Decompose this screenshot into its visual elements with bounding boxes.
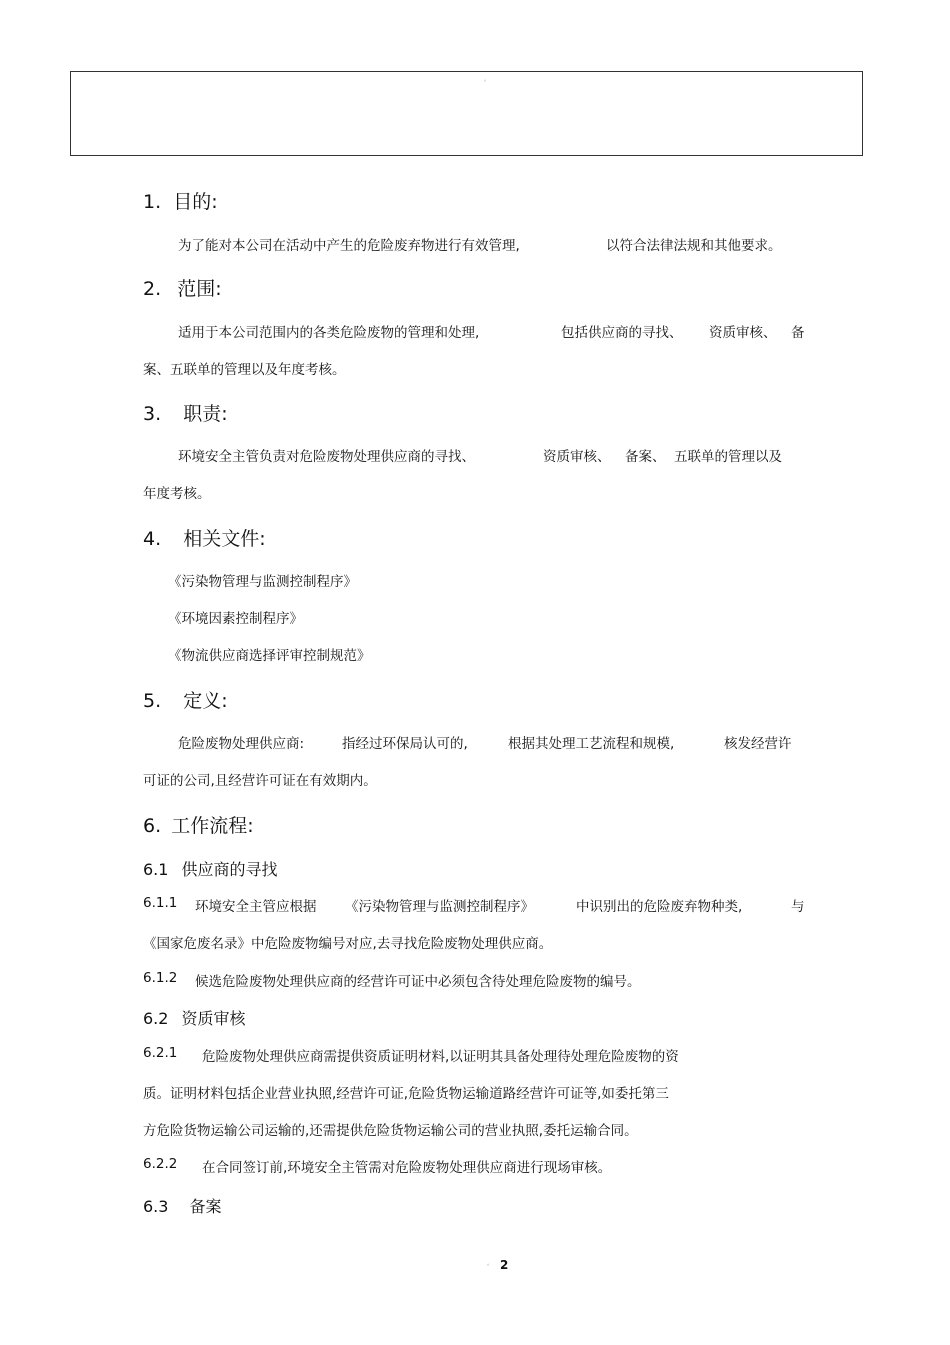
section-6-number: 6. (143, 815, 162, 837)
section-5-line-1b: 指经过环保局认可的, (342, 736, 468, 752)
section-6-3-title: 备案 (189, 1197, 222, 1216)
section-6-1-2-number: 6.1.2 (143, 970, 178, 986)
related-document-item: 《物流供应商选择评审控制规范》 (168, 648, 371, 664)
section-2-line-1b: 包括供应商的寻找、 (561, 325, 683, 341)
header-box (70, 71, 863, 156)
section-1-title: 目的: (173, 191, 218, 213)
section-6-2-1-line-1: 危险废物处理供应商需提供资质证明材料,以证明其具备处理待处理危险废物的资 (202, 1049, 679, 1065)
section-6-2-2-number: 6.2.2 (143, 1156, 178, 1172)
section-3-line-1c: 备案、 (625, 449, 666, 465)
section-6-2-1-line-2: 质。证明材料包括企业营业执照,经营许可证,危险货物运输道路经营许可证等,如委托第三 (143, 1086, 669, 1102)
section-3-line-1a: 环境安全主管负责对危险废物处理供应商的寻找、 (178, 449, 475, 465)
section-3-heading (143, 399, 228, 426)
section-6-3-heading (143, 1194, 222, 1217)
section-1-body-b: 以符合法律法规和其他要求。 (606, 238, 782, 254)
header-mark: 。 (484, 76, 491, 83)
section-6-1-1-line-1c: 中识别出的危险废弃物种类, (576, 899, 743, 915)
section-6-1-title: 供应商的寻找 (181, 860, 278, 879)
section-1-body: 为了能对本公司在活动中产生的危险废弃物进行有效管理, (178, 238, 520, 254)
section-6-1-number: 6.1 (143, 860, 169, 879)
section-5-line-1a: 危险废物处理供应商: (178, 736, 305, 752)
section-6-1-heading (143, 857, 278, 880)
section-6-1-2-line-1: 候选危险废物处理供应商的经营许可证中必须包含待处理危险废物的编号。 (195, 974, 641, 990)
section-2-line-1c: 资质审核、 (709, 325, 777, 341)
section-6-3-number: 6.3 (143, 1197, 169, 1216)
section-1-heading (143, 187, 218, 214)
related-document-item: 《污染物管理与监测控制程序》 (168, 574, 357, 590)
section-4-title: 相关文件: (183, 528, 266, 550)
section-6-2-number: 6.2 (143, 1009, 169, 1028)
section-5-number: 5. (143, 690, 162, 712)
section-2-line-1a: 适用于本公司范围内的各类危险废物的管理和处理, (178, 325, 480, 341)
section-2-line-1d: 备 (791, 325, 805, 341)
section-2-number: 2. (143, 278, 162, 300)
section-6-1-1-line-1d: 与 (791, 899, 805, 915)
section-5-line-1c: 根据其处理工艺流程和规模, (508, 736, 675, 752)
section-6-2-2-line-1: 在合同签订前,环境安全主管需对危险废物处理供应商进行现场审核。 (202, 1160, 612, 1176)
section-3-line-2: 年度考核。 (143, 486, 211, 502)
section-6-title: 工作流程: (171, 815, 254, 837)
related-document-item: 《环境因素控制程序》 (168, 611, 303, 627)
page-number: 2 (500, 1258, 509, 1272)
section-4-heading (143, 524, 266, 551)
section-6-2-title: 资质审核 (181, 1009, 246, 1028)
section-6-1-1-number: 6.1.1 (143, 895, 178, 911)
section-6-2-1-line-3: 方危险货物运输公司运输的,还需提供危险货物运输公司的营业执照,委托运输合同。 (143, 1123, 638, 1139)
section-5-heading (143, 686, 228, 713)
section-5-line-1d: 核发经营许 (724, 736, 792, 752)
section-3-line-1b: 资质审核、 (543, 449, 611, 465)
section-6-1-1-line-2: 《国家危废名录》中危险废物编号对应,去寻找危险废物处理供应商。 (143, 936, 553, 952)
section-5-line-2: 可证的公司,且经营许可证在有效期内。 (143, 773, 377, 789)
section-1-number: 1. (143, 191, 162, 213)
footer-mark: 。 (487, 1260, 494, 1267)
section-2-heading (143, 274, 222, 301)
section-3-title: 职责: (183, 403, 228, 425)
section-6-1-1-line-1b: 《污染物管理与监测控制程序》 (345, 899, 534, 915)
section-6-heading (143, 811, 254, 838)
section-6-1-1-line-1a: 环境安全主管应根据 (195, 899, 317, 915)
section-3-line-1d: 五联单的管理以及 (674, 449, 782, 465)
section-2-title: 范围: (177, 278, 222, 300)
section-6-2-heading (143, 1006, 246, 1029)
section-2-line-2: 案、五联单的管理以及年度考核。 (143, 362, 346, 378)
section-3-number: 3. (143, 403, 162, 425)
section-6-2-1-number: 6.2.1 (143, 1045, 178, 1061)
section-4-number: 4. (143, 528, 162, 550)
section-5-title: 定义: (183, 690, 228, 712)
